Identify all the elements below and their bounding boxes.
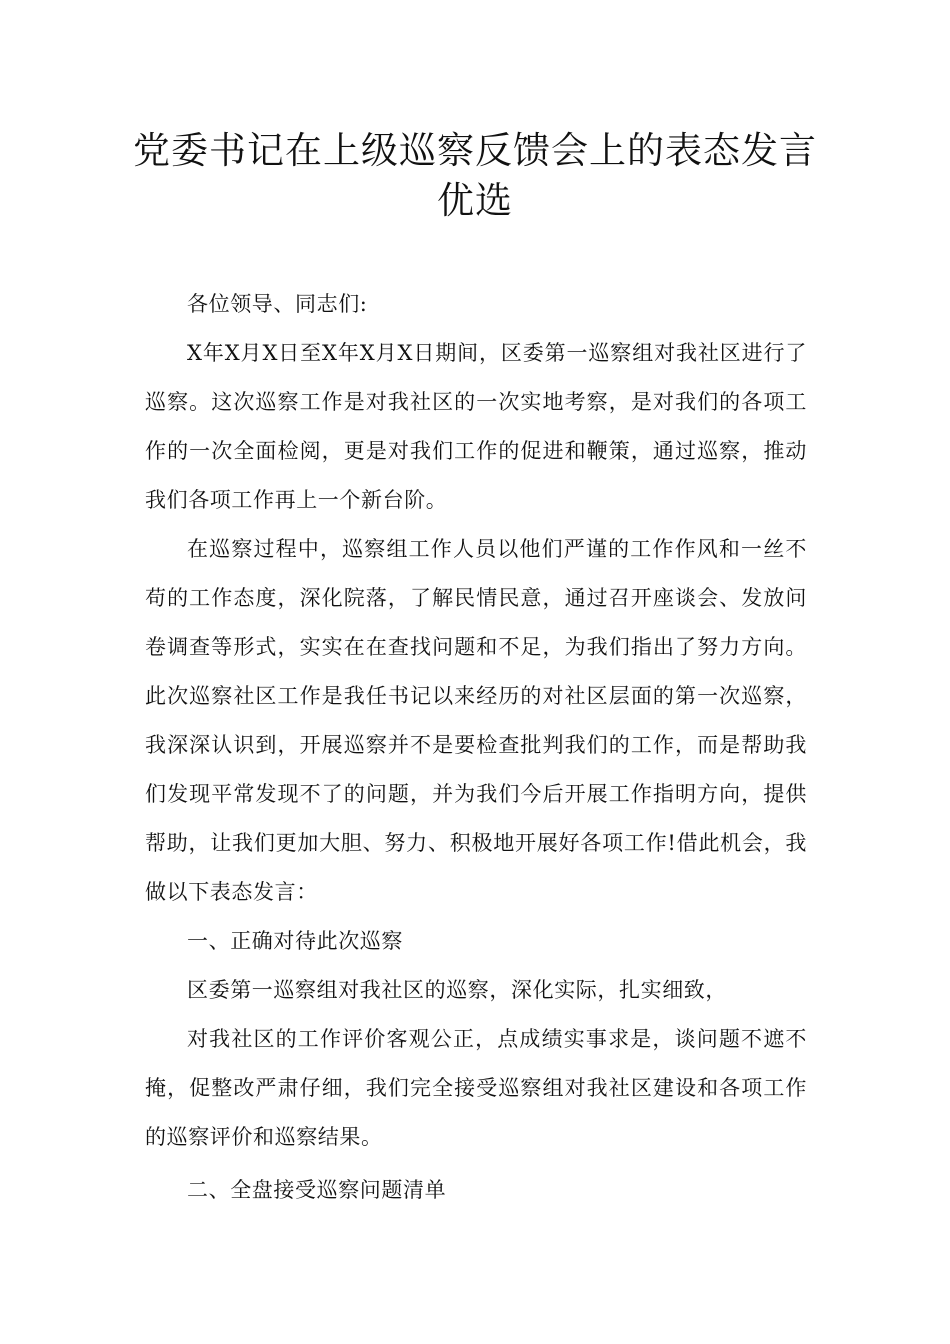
document-title: 党委书记在上级巡察反馈会上的表态发言优选 [133,129,817,222]
body-paragraph: 对我社区的工作评价客观公正，点成绩实事求是，谈问题不遮不掩，促整改严肃仔细，我们完全接受巡察组对我社区建设和各项工作的巡察评价和巡察结果。 [145,1027,807,1149]
body-paragraph: 在巡察过程中，巡察组工作人员以他们严谨的工作作风和一丝不苟的工作态度，深化院落，了解民情民意，通过召开座谈会、发放问卷调查等形式，实实在在查找问题和不足，为我们指出了努力方向。此次巡察社区工作是我任书记以来经历的对社区层面的第一次巡察，我深深认识到，开展巡察并不是要检查批判我们的工作，而是帮助我们发现平常发现不了的问题，并为我们今后开展工作指明方向，提供帮助，让我们更加大胆、努力、积极地开展好各项工作!借此机会，我做以下表态发言： [145,537,807,904]
body-paragraph: X年X月X日至X年X月X日期间，区委第一巡察组对我社区进行了巡察。这次巡察工作是对我社区的一次实地考察，是对我们的各项工作的一次全面检阅，更是对我们工作的促进和鞭策，通过巡察，推动我们各项工作再上一个新台阶。 [145,341,807,512]
salutation-paragraph: 各位领导、同志们: [187,292,368,316]
section-heading: 一、正确对待此次巡察 [187,929,403,953]
section-heading: 二、全盘接受巡察问题清单 [187,1178,447,1202]
body-paragraph: 区委第一巡察组对我社区的巡察，深化实际，扎实细致， [187,978,727,1002]
document-body [145,280,807,1215]
